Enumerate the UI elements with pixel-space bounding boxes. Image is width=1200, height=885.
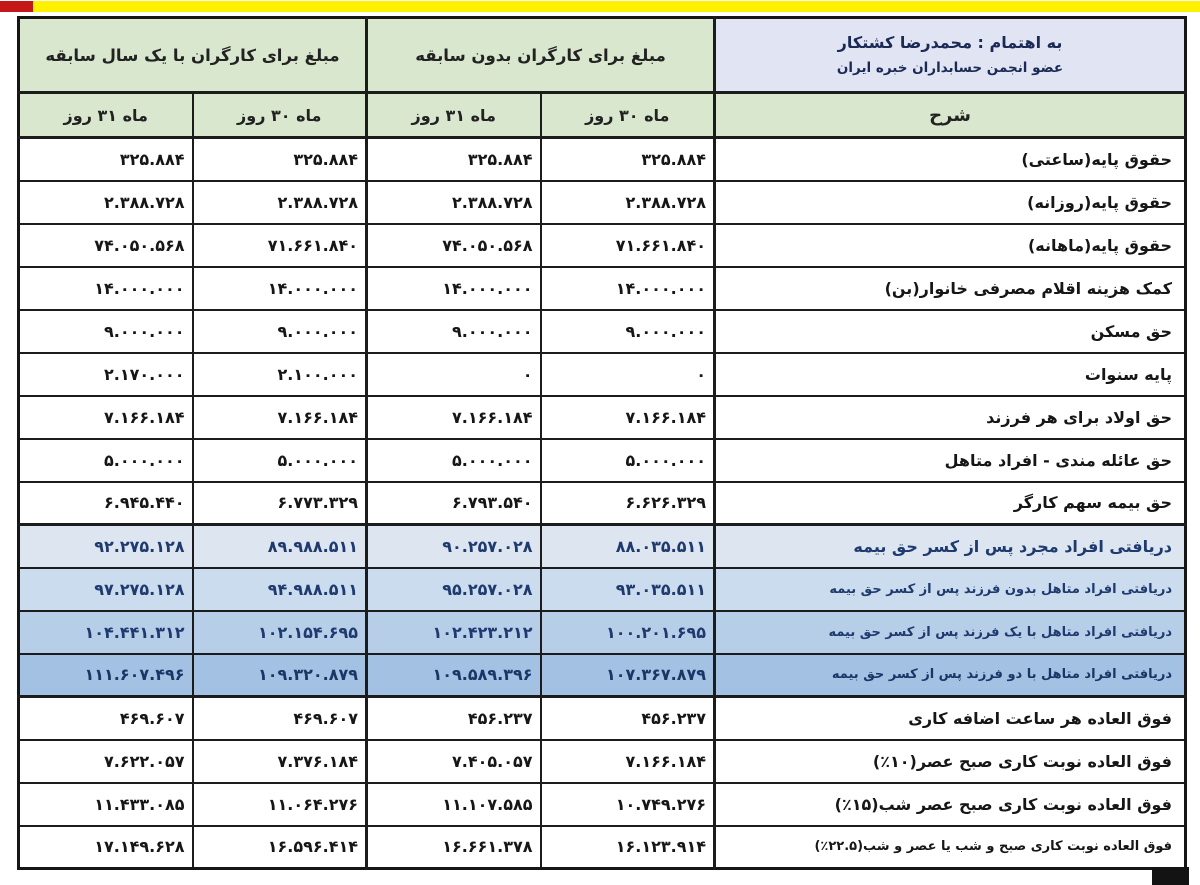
table-row: [19, 267, 1186, 310]
description-header: شرح: [715, 93, 1186, 138]
table-row: [19, 568, 1186, 611]
cell-one-year-month30: ۱۴.۰۰۰.۰۰۰: [193, 267, 367, 310]
cell-one-year-month30: ۱۶.۵۹۶.۴۱۴: [193, 826, 367, 869]
row-label: حقوق پایه(ماهانه): [715, 224, 1186, 267]
cell-no-exp-month31: ۹۵.۲۵۷.۰۲۸: [367, 568, 541, 611]
cell-no-exp-month31: ۱۴.۰۰۰.۰۰۰: [367, 267, 541, 310]
cell-no-exp-month30: ۷.۱۶۶.۱۸۴: [541, 396, 715, 439]
month30-header-one-year: ماه ۳۰ روز: [193, 93, 367, 138]
cell-one-year-month30: ۷۱.۶۶۱.۸۴۰: [193, 224, 367, 267]
salary-table: [17, 16, 1187, 870]
cell-no-exp-month30: ۷.۱۶۶.۱۸۴: [541, 740, 715, 783]
cell-one-year-month31: ۷۴.۰۵۰.۵۶۸: [19, 224, 193, 267]
row-label: دریافتی افراد متاهل با یک فرزند پس از کسر حق بیمه: [715, 611, 1186, 654]
cell-no-exp-month31: ۷۴.۰۵۰.۵۶۸: [367, 224, 541, 267]
table-row: [19, 525, 1186, 568]
cell-no-exp-month31: ۶.۷۹۳.۵۴۰: [367, 482, 541, 525]
cell-one-year-month31: ۹۲.۲۷۵.۱۲۸: [19, 525, 193, 568]
cell-no-exp-month30: ۶.۶۲۶.۳۲۹: [541, 482, 715, 525]
row-label: حق مسکن: [715, 310, 1186, 353]
cell-no-exp-month31: ۱۱.۱۰۷.۵۸۵: [367, 783, 541, 826]
table-row: [19, 396, 1186, 439]
row-label: حقوق پایه(ساعتی): [715, 138, 1186, 181]
cell-one-year-month30: ۶.۷۷۳.۳۲۹: [193, 482, 367, 525]
table-row: [19, 611, 1186, 654]
cell-no-exp-month31: ۷.۱۶۶.۱۸۴: [367, 396, 541, 439]
table-row: [19, 654, 1186, 697]
cell-one-year-month31: ۶.۹۴۵.۴۴۰: [19, 482, 193, 525]
cell-one-year-month30: ۷.۱۶۶.۱۸۴: [193, 396, 367, 439]
row-label: فوق العاده نوبت کاری صبح و شب یا عصر و شب(۲۲.۵٪): [715, 826, 1186, 869]
cell-no-exp-month30: ۳۲۵.۸۸۴: [541, 138, 715, 181]
cell-one-year-month31: ۱۴.۰۰۰.۰۰۰: [19, 267, 193, 310]
cell-one-year-month30: ۵.۰۰۰.۰۰۰: [193, 439, 367, 482]
row-label: حق بیمه سهم کارگر: [715, 482, 1186, 525]
row-label: کمک هزینه اقلام مصرفی خانوار(بن): [715, 267, 1186, 310]
cell-no-exp-month30: ۲.۳۸۸.۷۲۸: [541, 181, 715, 224]
cell-one-year-month31: ۲.۱۷۰.۰۰۰: [19, 353, 193, 396]
cell-one-year-month30: ۳۲۵.۸۸۴: [193, 138, 367, 181]
row-label: دریافتی افراد مجرد پس از کسر حق بیمه: [715, 525, 1186, 568]
cell-no-exp-month30: ۱۶.۱۲۳.۹۱۴: [541, 826, 715, 869]
group-header-one-year: مبلغ برای کارگران با یک سال سابقه: [19, 18, 367, 93]
top-rule: [0, 1, 1200, 12]
cell-no-exp-month31: ۴۵۶.۲۳۷: [367, 697, 541, 740]
cell-no-exp-month30: ۱۰۰.۲۰۱.۶۹۵: [541, 611, 715, 654]
cell-one-year-month30: ۴۶۹.۶۰۷: [193, 697, 367, 740]
cell-no-exp-month31: ۲.۳۸۸.۷۲۸: [367, 181, 541, 224]
cell-one-year-month30: ۲.۱۰۰.۰۰۰: [193, 353, 367, 396]
table-row: [19, 224, 1186, 267]
credit-cell: [715, 18, 1186, 93]
cell-one-year-month30: ۹۴.۹۸۸.۵۱۱: [193, 568, 367, 611]
group-header-no-experience: مبلغ برای کارگران بدون سابقه: [367, 18, 715, 93]
credit-line2: عضو انجمن حسابداران خبره ایران: [836, 60, 1064, 77]
cell-one-year-month30: ۸۹.۹۸۸.۵۱۱: [193, 525, 367, 568]
table-row: [19, 353, 1186, 396]
row-label: حقوق پایه(روزانه): [715, 181, 1186, 224]
month31-header-one-year: ماه ۳۱ روز: [19, 93, 193, 138]
cell-one-year-month30: ۱۰۲.۱۵۴.۶۹۵: [193, 611, 367, 654]
row-label: دریافتی افراد متاهل با دو فرزند پس از کسر حق بیمه: [715, 654, 1186, 697]
row-label: حق اولاد برای هر فرزند: [715, 396, 1186, 439]
table-row: [19, 826, 1186, 869]
cell-one-year-month31: ۱۱۱.۶۰۷.۴۹۶: [19, 654, 193, 697]
cell-no-exp-month31: ۱۰۲.۴۲۳.۲۱۲: [367, 611, 541, 654]
table-row: [19, 138, 1186, 181]
cell-no-exp-month31: ۱۶.۶۶۱.۳۷۸: [367, 826, 541, 869]
row-label: فوق العاده هر ساعت اضافه کاری: [715, 697, 1186, 740]
row-label: فوق العاده نوبت کاری صبح عصر شب(۱۵٪): [715, 783, 1186, 826]
cell-no-exp-month30: ۷۱.۶۶۱.۸۴۰: [541, 224, 715, 267]
cell-one-year-month31: ۲.۳۸۸.۷۲۸: [19, 181, 193, 224]
row-label: حق عائله مندی - افراد متاهل: [715, 439, 1186, 482]
cell-no-exp-month30: ۹.۰۰۰.۰۰۰: [541, 310, 715, 353]
table-row: [19, 310, 1186, 353]
cell-no-exp-month31: ۳۲۵.۸۸۴: [367, 138, 541, 181]
cell-no-exp-month31: ۰: [367, 353, 541, 396]
cell-one-year-month31: ۱۰۴.۴۴۱.۳۱۲: [19, 611, 193, 654]
row-label: دریافتی افراد متاهل بدون فرزند پس از کسر حق بیمه: [715, 568, 1186, 611]
cell-one-year-month30: ۱۰۹.۳۲۰.۸۷۹: [193, 654, 367, 697]
cell-no-exp-month30: ۱۴.۰۰۰.۰۰۰: [541, 267, 715, 310]
cell-one-year-month30: ۱۱.۰۶۴.۲۷۶: [193, 783, 367, 826]
table-row: [19, 783, 1186, 826]
cell-no-exp-month31: ۹۰.۲۵۷.۰۲۸: [367, 525, 541, 568]
cell-no-exp-month31: ۹.۰۰۰.۰۰۰: [367, 310, 541, 353]
month30-header-no-exp: ماه ۳۰ روز: [541, 93, 715, 138]
cell-one-year-month31: ۷.۶۲۲.۰۵۷: [19, 740, 193, 783]
credit-line1: به اهتمام : محمدرضا کشتکار: [837, 33, 1063, 53]
cell-one-year-month31: ۹.۰۰۰.۰۰۰: [19, 310, 193, 353]
table-row: [19, 482, 1186, 525]
group-header-row: [19, 18, 1186, 93]
cell-no-exp-month31: ۵.۰۰۰.۰۰۰: [367, 439, 541, 482]
table-row: [19, 740, 1186, 783]
cell-no-exp-month31: ۱۰۹.۵۸۹.۳۹۶: [367, 654, 541, 697]
cell-one-year-month30: ۹.۰۰۰.۰۰۰: [193, 310, 367, 353]
cell-one-year-month30: ۷.۳۷۶.۱۸۴: [193, 740, 367, 783]
table-row: [19, 439, 1186, 482]
cell-one-year-month31: ۵.۰۰۰.۰۰۰: [19, 439, 193, 482]
corner-mark: [1152, 867, 1189, 885]
row-label: پایه سنوات: [715, 353, 1186, 396]
row-label: فوق العاده نوبت کاری صبح عصر(۱۰٪): [715, 740, 1186, 783]
top-rule-red-tip: [0, 1, 33, 12]
cell-no-exp-month30: ۰: [541, 353, 715, 396]
cell-one-year-month30: ۲.۳۸۸.۷۲۸: [193, 181, 367, 224]
cell-one-year-month31: ۹۷.۲۷۵.۱۲۸: [19, 568, 193, 611]
cell-no-exp-month30: ۱۰۷.۳۶۷.۸۷۹: [541, 654, 715, 697]
cell-no-exp-month31: ۷.۴۰۵.۰۵۷: [367, 740, 541, 783]
cell-no-exp-month30: ۱۰.۷۴۹.۲۷۶: [541, 783, 715, 826]
cell-one-year-month31: ۱۱.۴۳۳.۰۸۵: [19, 783, 193, 826]
cell-no-exp-month30: ۸۸.۰۳۵.۵۱۱: [541, 525, 715, 568]
cell-one-year-month31: ۳۲۵.۸۸۴: [19, 138, 193, 181]
column-header-row: [19, 93, 1186, 138]
table-row: [19, 181, 1186, 224]
salary-table-sheet: [17, 16, 1187, 870]
cell-one-year-month31: ۴۶۹.۶۰۷: [19, 697, 193, 740]
cell-no-exp-month30: ۴۵۶.۲۳۷: [541, 697, 715, 740]
cell-one-year-month31: ۱۷.۱۴۹.۶۲۸: [19, 826, 193, 869]
cell-one-year-month31: ۷.۱۶۶.۱۸۴: [19, 396, 193, 439]
cell-no-exp-month30: ۹۳.۰۳۵.۵۱۱: [541, 568, 715, 611]
table-row: [19, 697, 1186, 740]
month31-header-no-exp: ماه ۳۱ روز: [367, 93, 541, 138]
top-rule-yellow: [0, 1, 1200, 12]
cell-no-exp-month30: ۵.۰۰۰.۰۰۰: [541, 439, 715, 482]
